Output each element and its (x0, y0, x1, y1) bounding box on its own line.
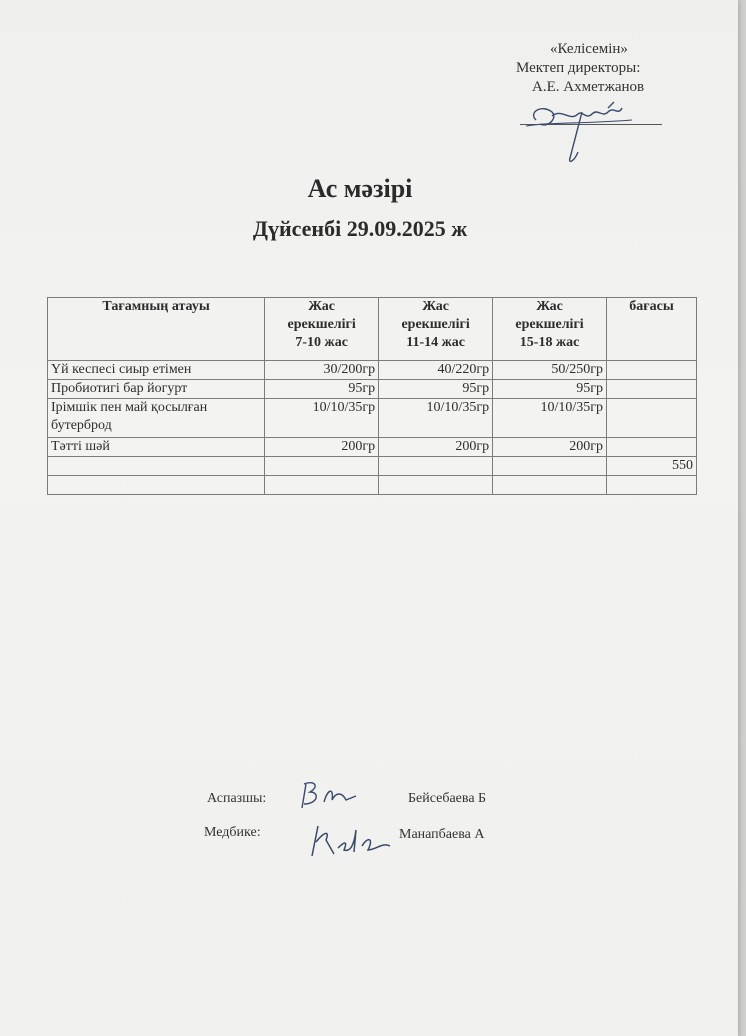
table-row (48, 361, 697, 380)
nurse-signature (308, 820, 394, 860)
portion-15-18: 10/10/35гр (493, 399, 607, 438)
header-age-word: Жас (308, 299, 335, 314)
dish-name (48, 476, 265, 495)
nurse-name: Манапбаева А (399, 827, 485, 842)
portion-11-14 (379, 476, 493, 495)
portion-15-18: 200гр (493, 438, 607, 457)
approval-position: Мектеп директоры: (516, 60, 641, 76)
approval-heading: «Келісемін» (550, 41, 628, 57)
header-age-feature: ерекшелігі (287, 317, 356, 332)
header-price: бағасы (607, 298, 697, 361)
cook-label: Аспазшы: (207, 791, 267, 806)
portion-15-18 (493, 457, 607, 476)
table-row (48, 380, 697, 399)
portion-7-10 (265, 476, 379, 495)
cook-name: Бейсебаева Б (408, 791, 487, 806)
header-age-word: Жас (422, 299, 449, 314)
cook-signature (298, 778, 360, 812)
table-row (48, 457, 697, 476)
portion-7-10: 30/200гр (265, 361, 379, 380)
dish-name: Үй кеспесі сиыр етімен (48, 361, 265, 380)
price-cell (607, 438, 697, 457)
price-cell (607, 361, 697, 380)
dish-name: Ірімшік пен май қосылған бутерброд (48, 399, 265, 438)
portion-7-10: 200гр (265, 438, 379, 457)
portion-11-14: 95гр (379, 380, 493, 399)
portion-15-18 (493, 476, 607, 495)
page-subtitle: Дүйсенбі 29.09.2025 ж (252, 216, 468, 241)
menu-table (47, 297, 697, 495)
price-cell (607, 399, 697, 438)
portion-7-10: 95гр (265, 380, 379, 399)
price-cell (607, 476, 697, 495)
header-age-feature: ерекшелігі (401, 317, 470, 332)
table-row (48, 438, 697, 457)
portion-7-10: 10/10/35гр (265, 399, 379, 438)
table-row (48, 476, 697, 495)
portion-15-18: 50/250гр (493, 361, 607, 380)
total-price-cell: 550 (607, 457, 697, 476)
price-cell (607, 380, 697, 399)
approval-block (500, 40, 700, 97)
portion-7-10 (265, 457, 379, 476)
approval-director-name: А.Е. Ахметжанов (532, 79, 645, 95)
header-age-11-14 (379, 298, 493, 361)
header-age-feature: ерекшелігі (515, 317, 584, 332)
page-title: Ас мәзірі (307, 174, 413, 203)
dish-name (48, 457, 265, 476)
header-age-word: Жас (536, 299, 563, 314)
header-age-range: 15-18 жас (519, 335, 580, 350)
nurse-label: Медбике: (204, 825, 261, 840)
header-age-range: 11-14 жас (406, 335, 465, 350)
header-age-15-18 (493, 298, 607, 361)
dish-name: Пробиотигі бар йогурт (48, 380, 265, 399)
portion-11-14 (379, 457, 493, 476)
header-age-7-10 (265, 298, 379, 361)
table-header-row (48, 298, 697, 361)
table-row (48, 399, 697, 438)
dish-name: Тәтті шәй (48, 438, 265, 457)
portion-15-18: 95гр (493, 380, 607, 399)
portion-11-14: 10/10/35гр (379, 399, 493, 438)
portion-11-14: 40/220гр (379, 361, 493, 380)
director-signature (522, 98, 642, 168)
header-age-range: 7-10 жас (295, 335, 348, 350)
portion-11-14: 200гр (379, 438, 493, 457)
header-name: Тағамның атауы (48, 298, 265, 361)
